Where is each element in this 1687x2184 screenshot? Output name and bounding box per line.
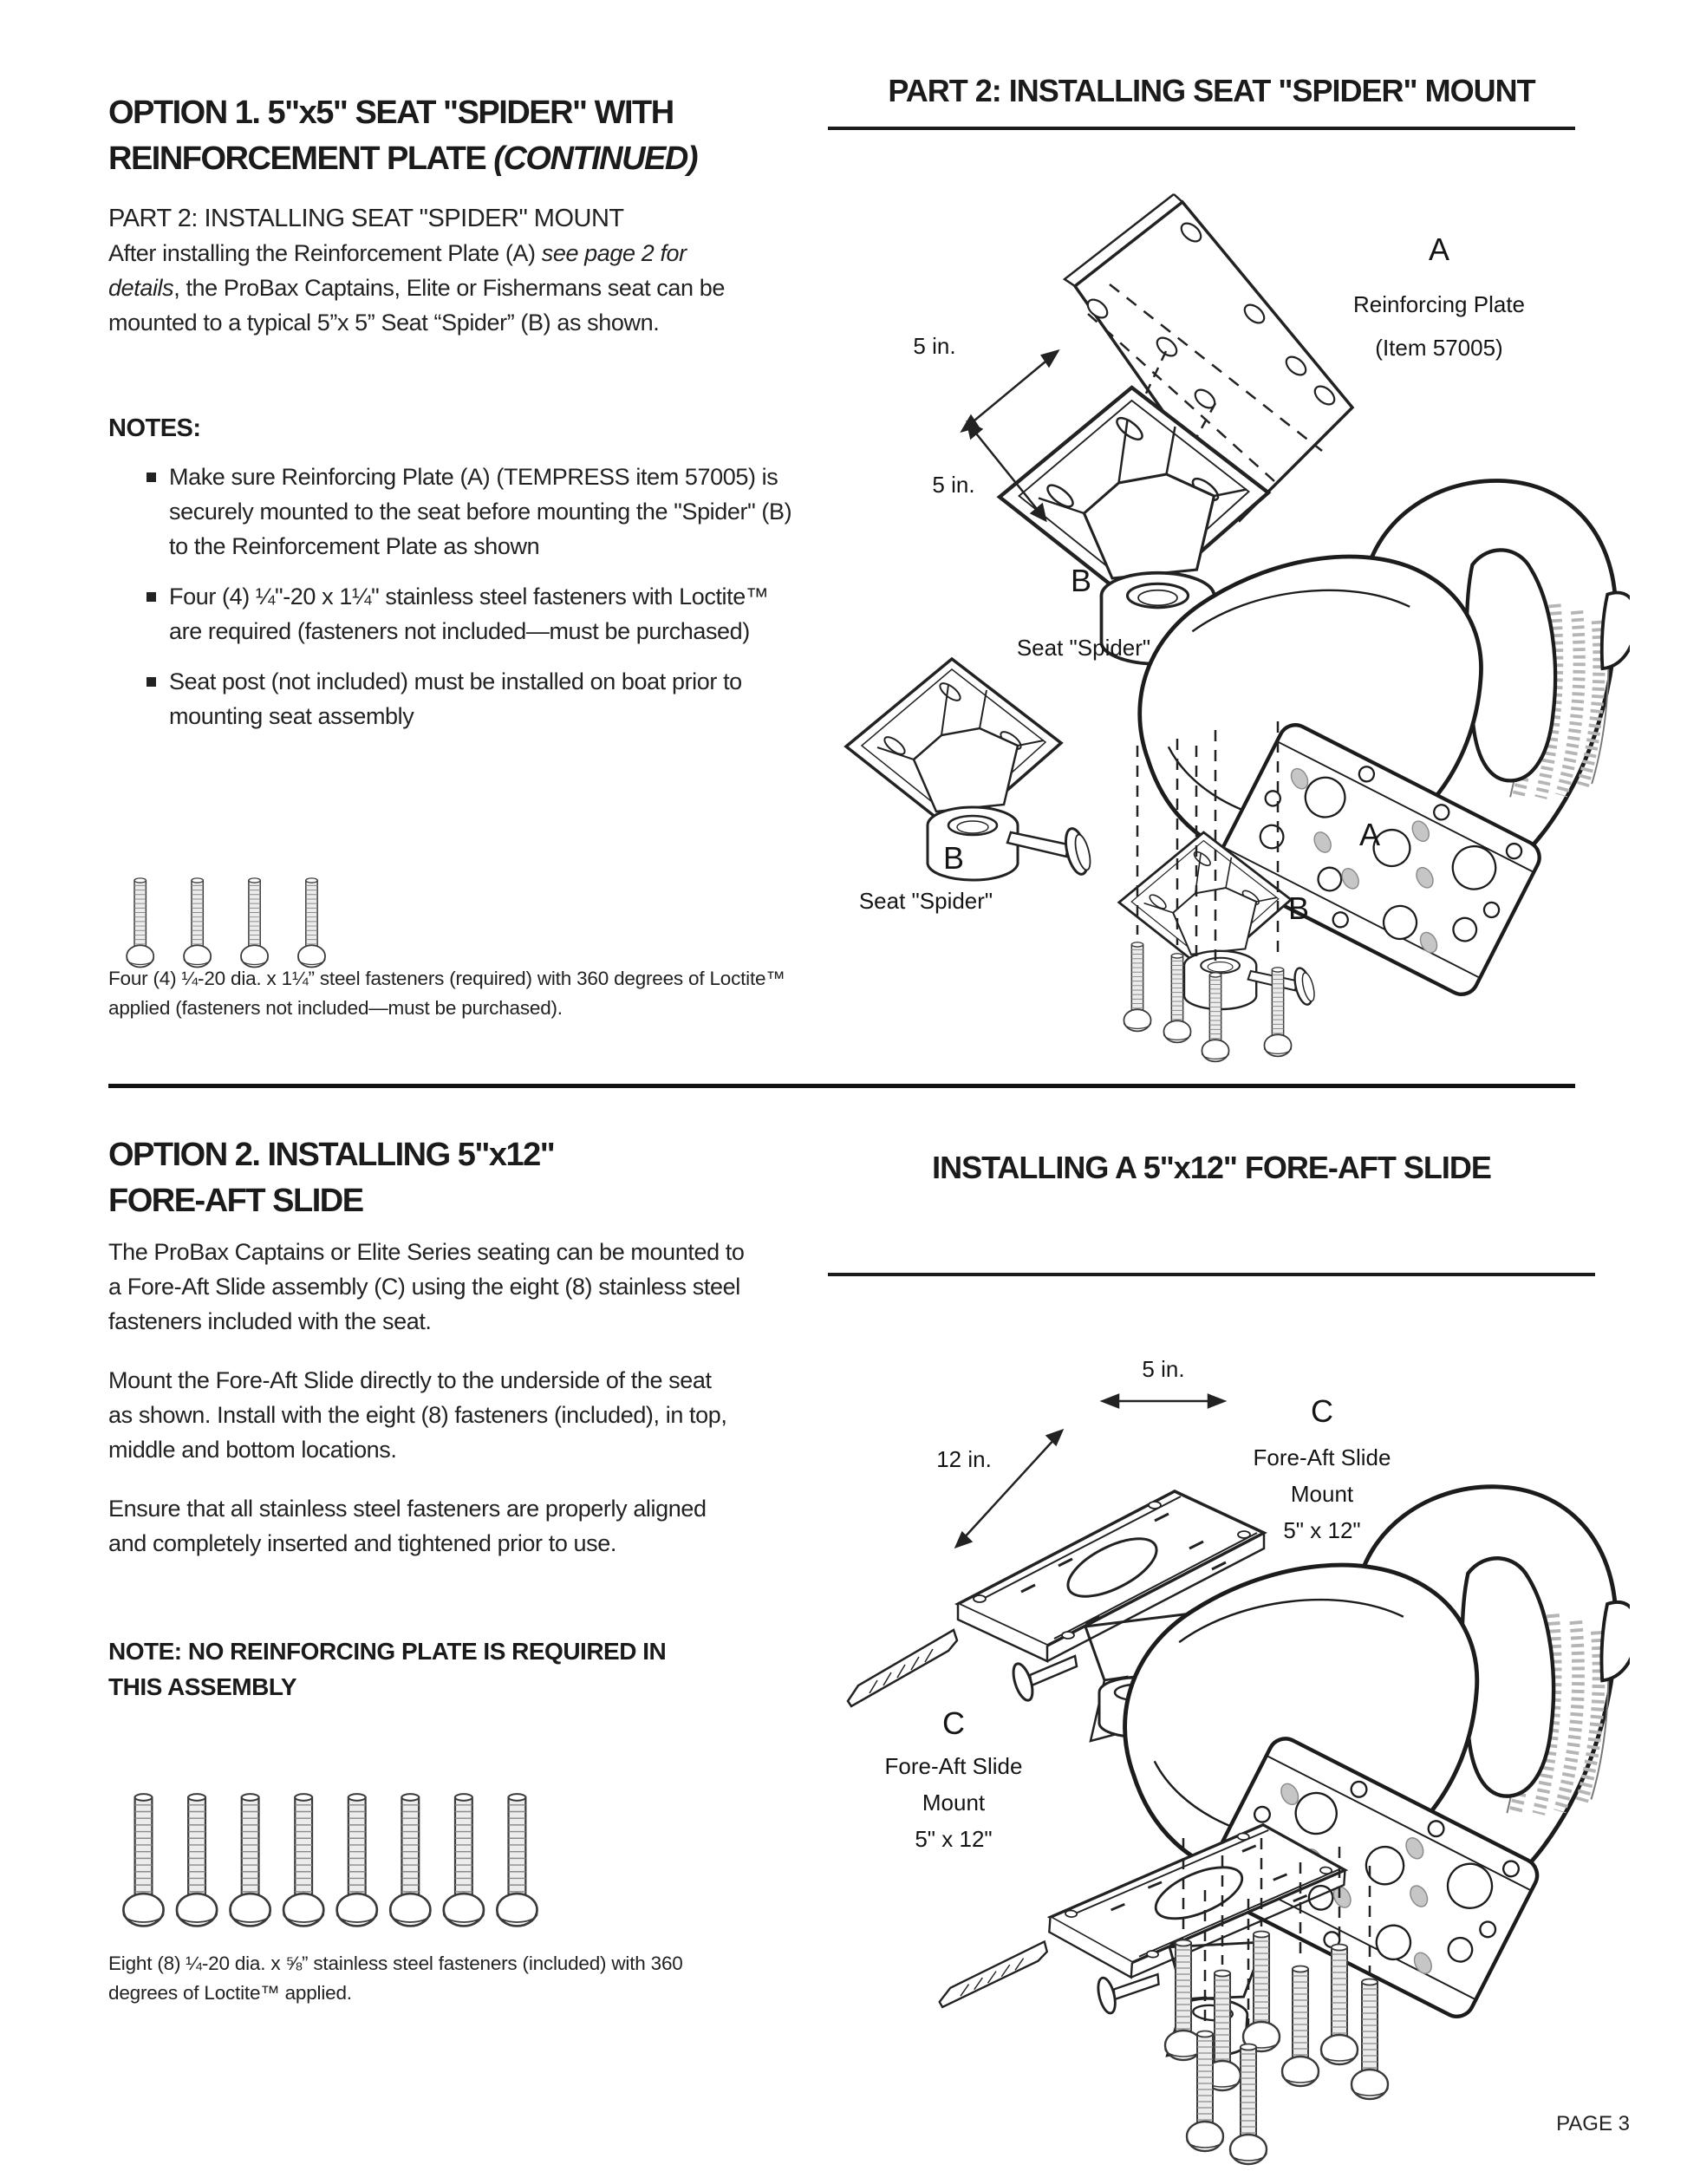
note-item: Seat post (not included) must be installed on boat prior to mounting seat assembly	[108, 664, 793, 733]
eight-fasteners-graphic	[120, 1788, 570, 1932]
part2-subheading: PART 2: INSTALLING SEAT "SPIDER" MOUNT	[108, 205, 624, 232]
notes-heading: NOTES:	[108, 414, 201, 442]
option2-para3: Ensure that all stainless steel fasteners are properly aligned and completely inserted and tightened prior to use.	[108, 1496, 707, 1556]
notes-list	[108, 460, 793, 749]
fore-aft-slide-diagram	[824, 1283, 1630, 2184]
page-number: PAGE 3	[1556, 2112, 1630, 2135]
dim-5in-width-label: 5 in.	[1142, 1356, 1185, 1382]
bolt-1	[1124, 942, 1150, 1031]
note-item: Make sure Reinforcing Plate (A) (TEMPRESS item 57005) is securely mounted to the seat before mounting the "Spider" (B) to the Reinforcement Plate as shown	[108, 460, 793, 564]
bolt-s4	[1282, 1966, 1319, 2087]
slide-title-rule	[828, 1273, 1595, 1276]
callout-c2-line3: 5" x 12"	[915, 1826, 993, 1852]
option1-title-line2	[108, 136, 733, 182]
option1-intro	[108, 236, 746, 340]
option1-title	[108, 90, 733, 182]
spider-secondary	[846, 659, 1093, 880]
callout-c2-letter: C	[942, 1705, 965, 1741]
intro-after: , the ProBax Captains, Elite or Fishermans seat can be mounted to a typical 5”x 5” Seat “Spider” (B) as shown.	[108, 275, 725, 336]
dim-5in-side-label: 5 in.	[932, 472, 975, 498]
callout-c1-letter: C	[1311, 1393, 1333, 1429]
callout-b2-letter: B	[942, 840, 965, 876]
four-fasteners-graphic	[120, 874, 362, 971]
callout-c2-line1: Fore-Aft Slide	[884, 1753, 1023, 1779]
callout-c2-line2: Mount	[922, 1790, 986, 1816]
dim-5in-width	[1103, 1395, 1224, 1407]
note-item: Four (4) ¼"-20 x 1¼" stainless steel fasteners with Loctite™ are required (fasteners not included—must be purchased)	[108, 579, 793, 649]
callout-a-line1: Reinforcing Plate	[1353, 291, 1525, 317]
dim-5in-top-label: 5 in.	[913, 333, 956, 359]
bolt-s8	[1230, 2044, 1267, 2165]
option2-note: NOTE: NO REINFORCING PLATE IS REQUIRED IN THIS ASSEMBLY	[108, 1638, 667, 1700]
slide-diagram-title: INSTALLING A 5"x12" FORE-AFT SLIDE	[932, 1150, 1491, 1185]
option2-title-line2: FORE-AFT SLIDE	[108, 1183, 363, 1219]
option1-title-continued: (CONTINUED)	[493, 140, 697, 177]
option2-para1: The ProBax Captains or Elite Series seating can be mounted to a Fore-Aft Slide assembly (C) using the eight (8) stainless steel fasteners included with the seat.	[108, 1239, 745, 1334]
intro-italic: see page 2 for details	[108, 240, 687, 301]
callout-c1-line3: 5" x 12"	[1283, 1517, 1361, 1543]
spider-mount-diagram	[824, 139, 1630, 1079]
option2-title-line1: OPTION 2. INSTALLING 5"x12"	[108, 1137, 555, 1173]
option1-title-line2-text: REINFORCEMENT PLATE	[108, 140, 494, 177]
four-fasteners-caption: Four (4) ¼-20 dia. x 1¼” steel fasteners (required) with 360 degrees of Loctite™ applied (fasteners not included—must be purchased).	[108, 968, 785, 1019]
callout-c1-line2: Mount	[1290, 1481, 1354, 1507]
option2-title	[108, 1132, 733, 1224]
callout-c1-line1: Fore-Aft Slide	[1253, 1444, 1391, 1470]
slide-mount-exploded	[937, 1803, 1348, 2068]
callout-a-line2: (Item 57005)	[1375, 335, 1503, 361]
callout-a2-letter: A	[1358, 817, 1381, 852]
option1-title-line1: OPTION 1. 5"x5" SEAT "SPIDER" WITH	[108, 95, 674, 131]
eight-fasteners-caption: Eight (8) ¼-20 dia. x ⅝” stainless steel fasteners (included) with 360 degrees of Loctite™ applied.	[108, 1953, 683, 2004]
callout-b3-letter: B	[1287, 890, 1310, 926]
callout-b2-text: Seat "Spider"	[858, 888, 993, 914]
option2-para2: Mount the Fore-Aft Slide directly to the underside of the seat as shown. Install with the eight (8) fasteners (included), in top, middle and bottom locations.	[108, 1367, 727, 1463]
part2-title-rule	[828, 127, 1575, 130]
part2-diagram-title: PART 2: INSTALLING SEAT "SPIDER" MOUNT	[888, 73, 1535, 108]
callout-a-letter: A	[1428, 231, 1450, 267]
dim-5in-top	[962, 351, 1058, 431]
section-divider	[108, 1084, 1575, 1088]
intro-before: After installing the Reinforcement Plate (A)	[108, 240, 542, 266]
callout-b1-text: Seat "Spider"	[1016, 635, 1151, 661]
dim-12in-label: 12 in.	[936, 1446, 992, 1472]
bolt-s6	[1352, 1979, 1388, 2100]
callout-b1-letter: B	[1070, 563, 1092, 598]
